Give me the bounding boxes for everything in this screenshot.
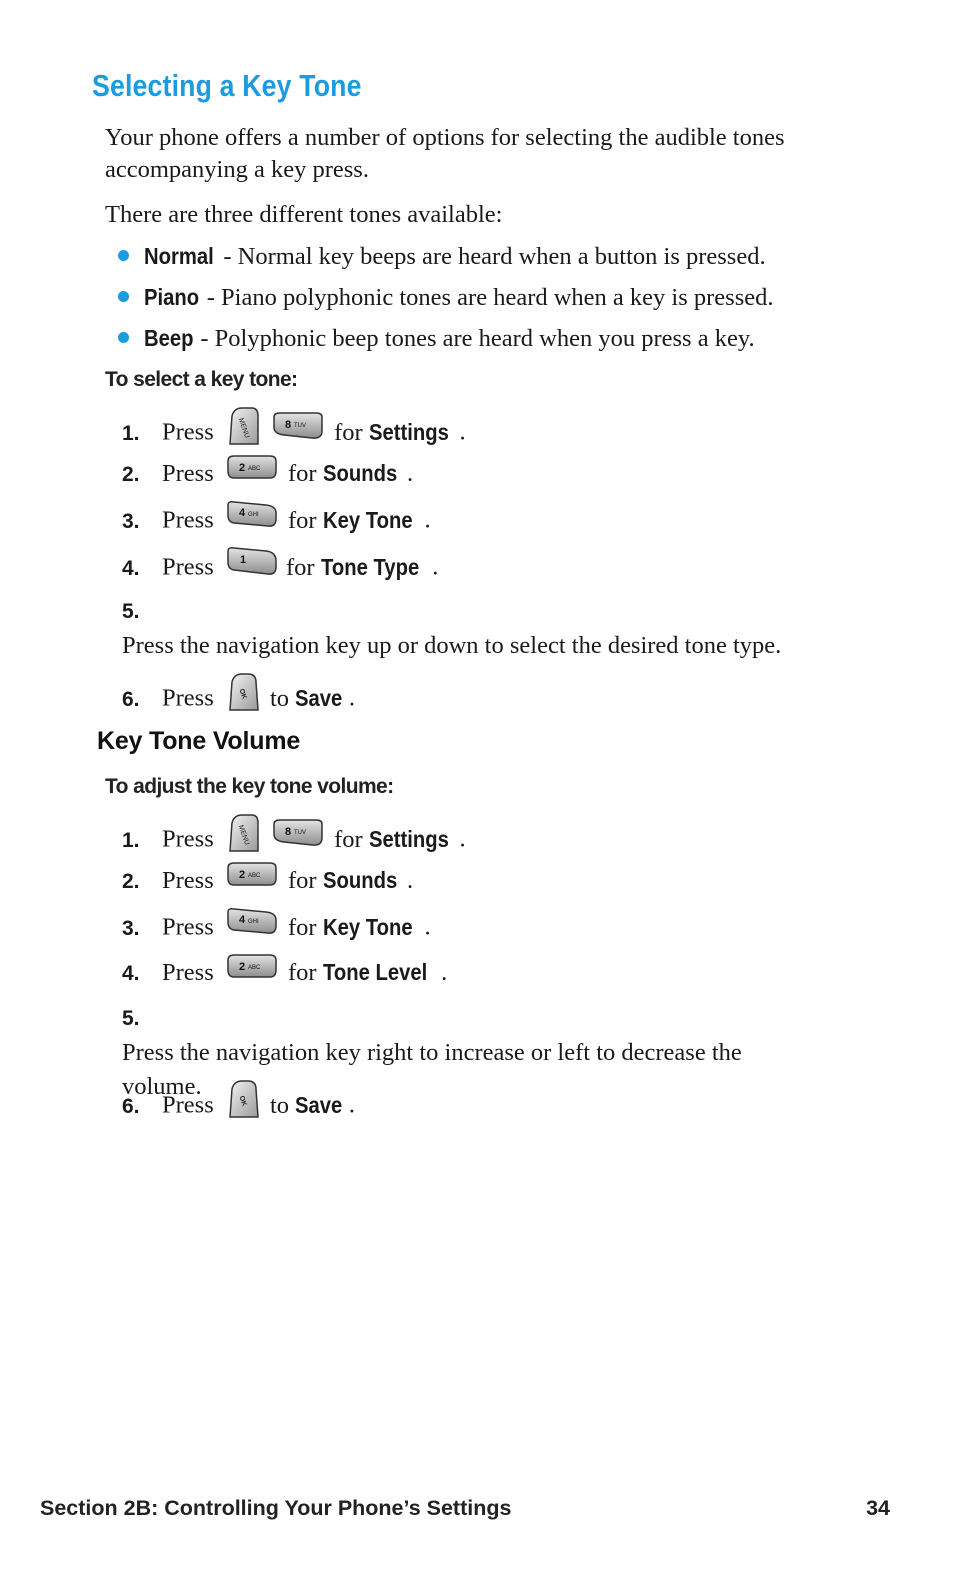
step: 5.Press the navigation key up or down to select the desired tone type. (122, 600, 782, 659)
step: 3. Press 4 GHI for Key Tone . (122, 502, 431, 542)
step: 4. Press 2 ABC for Tone Level . (122, 955, 447, 993)
section-heading: Key Tone Volume (97, 727, 301, 755)
svg-text:2: 2 (238, 462, 245, 475)
svg-text:8: 8 (284, 826, 292, 838)
svg-text:OK: OK (237, 688, 248, 701)
menu-key-icon (226, 813, 262, 863)
page-title: Selecting a Key Tone (92, 68, 362, 103)
key-2-icon (226, 860, 278, 898)
step: 4. Press 1 for Tone Type . (122, 548, 438, 590)
svg-text:ABC: ABC (247, 965, 261, 972)
key-2-icon (226, 453, 278, 491)
list-item: Piano - Piano polyphonic tones are heard when a key is pressed. (118, 279, 774, 320)
svg-text:4: 4 (238, 914, 245, 926)
step: 3. Press 4 GHI for Key Tone . (122, 909, 431, 949)
page-number: 34 (866, 1496, 890, 1520)
list-item: Beep - Polyphonic beep tones are heard when you press a key. (118, 320, 774, 361)
svg-text:OK: OK (237, 1095, 248, 1108)
svg-text:8: 8 (284, 419, 292, 431)
svg-text:2: 2 (238, 869, 245, 882)
bullet-icon (118, 291, 129, 302)
select-key-tone-label: To select a key tone: (105, 368, 298, 391)
intro-paragraph: Your phone offers a number of options for selecting the audible tones accompanying a key press. (105, 124, 785, 183)
menu-key-icon (226, 406, 262, 456)
key-1-icon (226, 545, 278, 587)
key-4-icon (226, 499, 278, 539)
key-2-icon (226, 952, 278, 990)
svg-text:ABC: ABC (247, 466, 261, 473)
key-8-icon (272, 818, 324, 858)
svg-text:1: 1 (239, 554, 246, 566)
step: 2. Press 2 ABC for Sounds . (122, 456, 413, 494)
svg-text:MENU: MENU (236, 824, 251, 847)
svg-text:4: 4 (238, 507, 245, 519)
svg-text:GHI: GHI (247, 919, 259, 925)
svg-text:TUV: TUV (293, 830, 306, 836)
svg-text:GHI: GHI (247, 512, 259, 518)
key-4-icon (226, 906, 278, 946)
key-8-icon (272, 411, 324, 451)
list-item: Normal - Normal key beeps are heard when a button is pressed. (118, 238, 774, 279)
svg-text:ABC: ABC (247, 873, 261, 880)
footer-section-title: Section 2B: Controlling Your Phone’s Settings (40, 1496, 512, 1520)
bullet-icon (118, 332, 129, 343)
tone-list (118, 238, 774, 361)
step: 1. Press MENU 8 TUV for Settings . (122, 409, 466, 459)
bullet-icon (118, 250, 129, 261)
ok-key-icon (226, 672, 262, 722)
adjust-volume-label: To adjust the key tone volume: (105, 775, 394, 798)
svg-text:MENU: MENU (236, 417, 251, 440)
step: 2. Press 2 ABC for Sounds . (122, 863, 413, 901)
svg-text:2: 2 (238, 961, 245, 974)
available-tones-text: There are three different tones available: (105, 201, 503, 228)
step: 5.Press the navigation key right to increase or left to decrease the volume. (122, 1007, 742, 1100)
step: 6. Press OK to Save . (122, 675, 355, 725)
step: 1. Press MENU 8 TUV for Settings . (122, 816, 466, 866)
svg-text:TUV: TUV (293, 423, 306, 429)
ok-key-icon (226, 1079, 262, 1129)
step: 6. Press OK to Save . (122, 1082, 355, 1132)
